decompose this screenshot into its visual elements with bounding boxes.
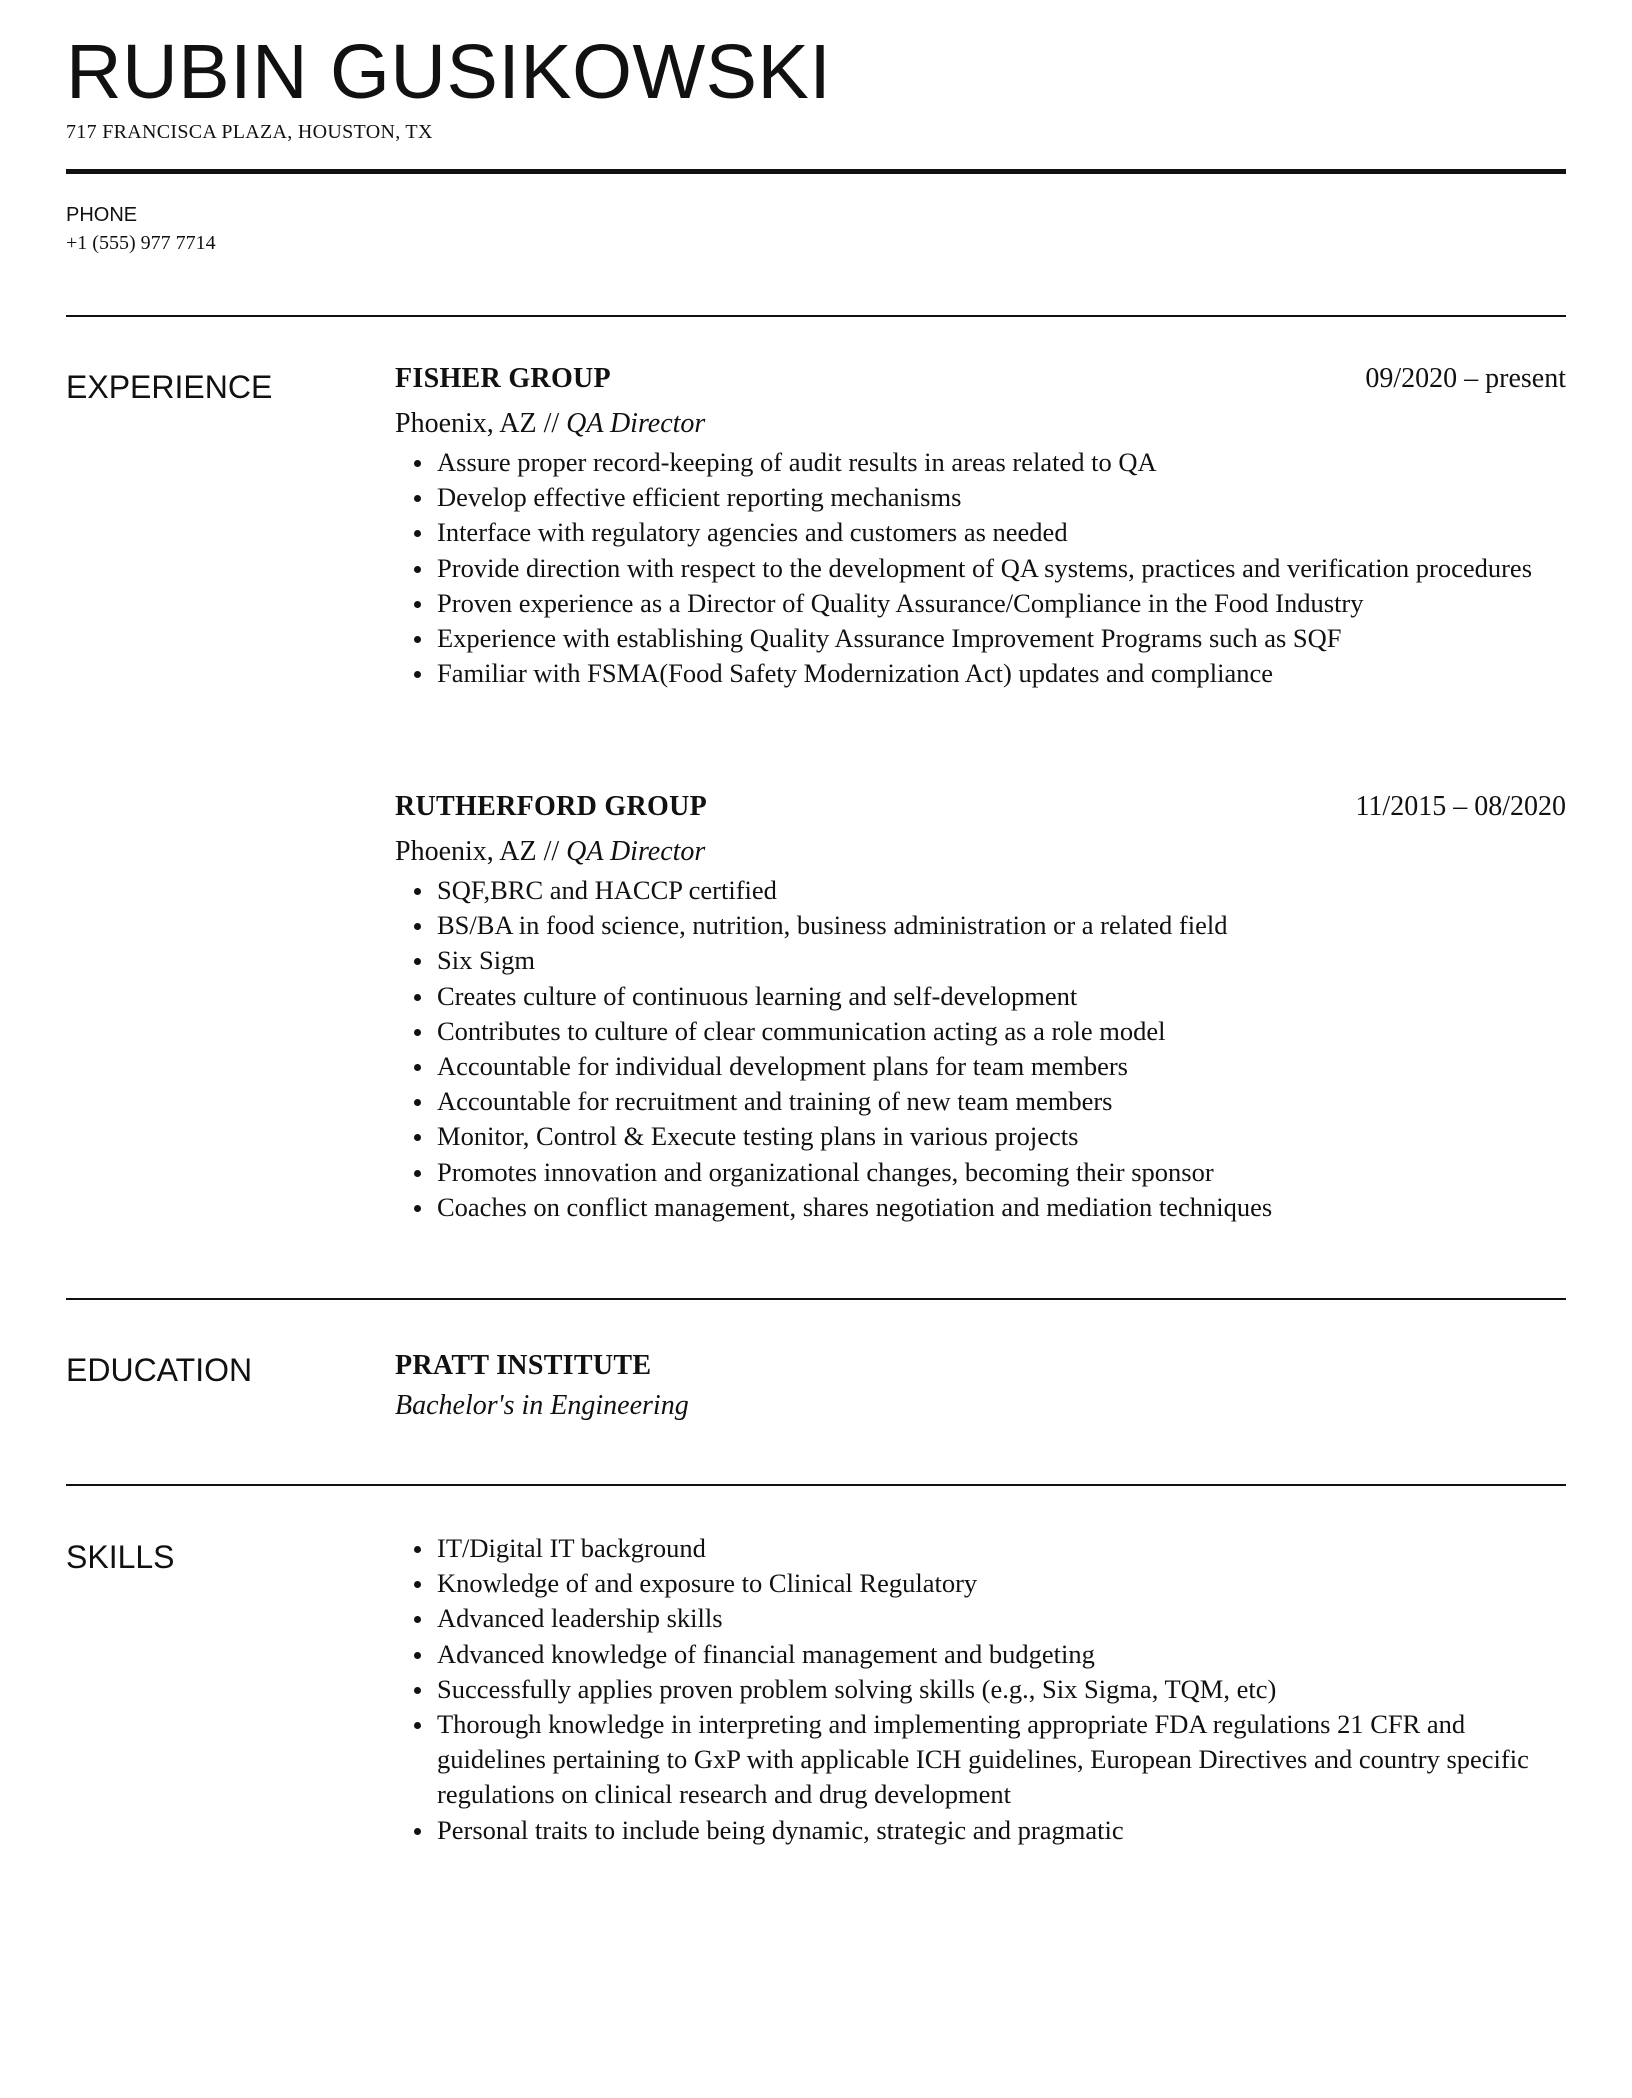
job-meta: [395, 831, 1566, 873]
skill-item: Thorough knowledge in interpreting and implementing appropriate FDA regulations 21 CFR and guidelines pertaining to GxP with applicable ICH guidelines, European Directives and country specific regulations on clinical research and drug development: [437, 1707, 1566, 1813]
skills-heading: SKILLS: [66, 1539, 175, 1575]
job-meta: [395, 403, 1566, 445]
experience-list: [395, 363, 1566, 691]
job-location: Phoenix, AZ: [395, 836, 537, 867]
education-entry: [395, 1346, 1566, 1426]
job-bullet: Contributes to culture of clear communication acting as a role model: [437, 1014, 1566, 1049]
experience-heading: EXPERIENCE: [66, 369, 273, 405]
section-divider: [66, 1298, 1566, 1300]
job-bullet: Accountable for individual development plans for team members: [437, 1049, 1566, 1084]
job-bullet: Promotes innovation and organizational changes, becoming their sponsor: [437, 1155, 1566, 1190]
job-bullet: Six Sigm: [437, 943, 1566, 978]
job-bullet: Experience with establishing Quality Assurance Improvement Programs such as SQF: [437, 621, 1566, 656]
job-bullet: Creates culture of continuous learning and self-development: [437, 979, 1566, 1014]
job-bullet: Familiar with FSMA(Food Safety Modernization Act) updates and compliance: [437, 656, 1566, 691]
education-heading: EDUCATION: [66, 1352, 253, 1388]
job-bullet: Interface with regulatory agencies and customers as needed: [437, 515, 1566, 550]
job-bullet: Accountable for recruitment and training of new team members: [437, 1084, 1566, 1119]
job-header: [395, 791, 1566, 831]
job-bullet: Coaches on conflict management, shares negotiation and mediation techniques: [437, 1190, 1566, 1225]
job-bullets: [395, 445, 1566, 691]
candidate-name: RUBIN GUSIKOWSKI: [66, 29, 832, 115]
job-dates: 09/2020 – present: [1365, 363, 1566, 394]
skill-item: Advanced knowledge of financial management and budgeting: [437, 1637, 1566, 1672]
job-entry: [395, 363, 1566, 691]
job-company: RUTHERFORD GROUP: [395, 791, 708, 822]
experience-list-2: [395, 791, 1566, 1225]
job-location: Phoenix, AZ: [395, 408, 537, 439]
job-bullet: Provide direction with respect to the development of QA systems, practices and verification procedures: [437, 551, 1566, 586]
job-bullet: Develop effective efficient reporting mechanisms: [437, 480, 1566, 515]
job-entry: [395, 791, 1566, 1225]
phone-value: +1 (555) 977 7714: [66, 232, 216, 254]
section-divider: [66, 315, 1566, 317]
education-degree: Bachelor's in Engineering: [395, 1390, 689, 1421]
skill-item: Personal traits to include being dynamic, strategic and pragmatic: [437, 1813, 1566, 1848]
candidate-address: 717 FRANCISCA PLAZA, HOUSTON, TX: [66, 121, 433, 143]
job-bullet: Monitor, Control & Execute testing plans in various projects: [437, 1119, 1566, 1154]
job-bullet: SQF,BRC and HACCP certified: [437, 873, 1566, 908]
education-school: PRATT INSTITUTE: [395, 1350, 652, 1381]
job-bullets: [395, 873, 1566, 1225]
job-bullet: Assure proper record-keeping of audit results in areas related to QA: [437, 445, 1566, 480]
job-company: FISHER GROUP: [395, 363, 611, 394]
section-divider: [66, 1484, 1566, 1486]
phone-label: PHONE: [66, 204, 138, 226]
job-dates: 11/2015 – 08/2020: [1355, 791, 1566, 822]
skill-item: Advanced leadership skills: [437, 1601, 1566, 1636]
job-role: QA Director: [566, 836, 706, 867]
skills-bullets: [395, 1531, 1566, 1848]
job-separator: //: [536, 836, 567, 867]
job-separator: //: [536, 408, 567, 439]
job-role: QA Director: [566, 408, 706, 439]
skill-item: IT/Digital IT background: [437, 1531, 1566, 1566]
header-divider: [66, 169, 1566, 174]
skill-item: Successfully applies proven problem solving skills (e.g., Six Sigma, TQM, etc): [437, 1672, 1566, 1707]
job-bullet: BS/BA in food science, nutrition, business administration or a related field: [437, 908, 1566, 943]
job-header: [395, 363, 1566, 403]
skills-list: [395, 1531, 1566, 1848]
skill-item: Knowledge of and exposure to Clinical Regulatory: [437, 1566, 1566, 1601]
job-bullet: Proven experience as a Director of Quality Assurance/Compliance in the Food Industry: [437, 586, 1566, 621]
